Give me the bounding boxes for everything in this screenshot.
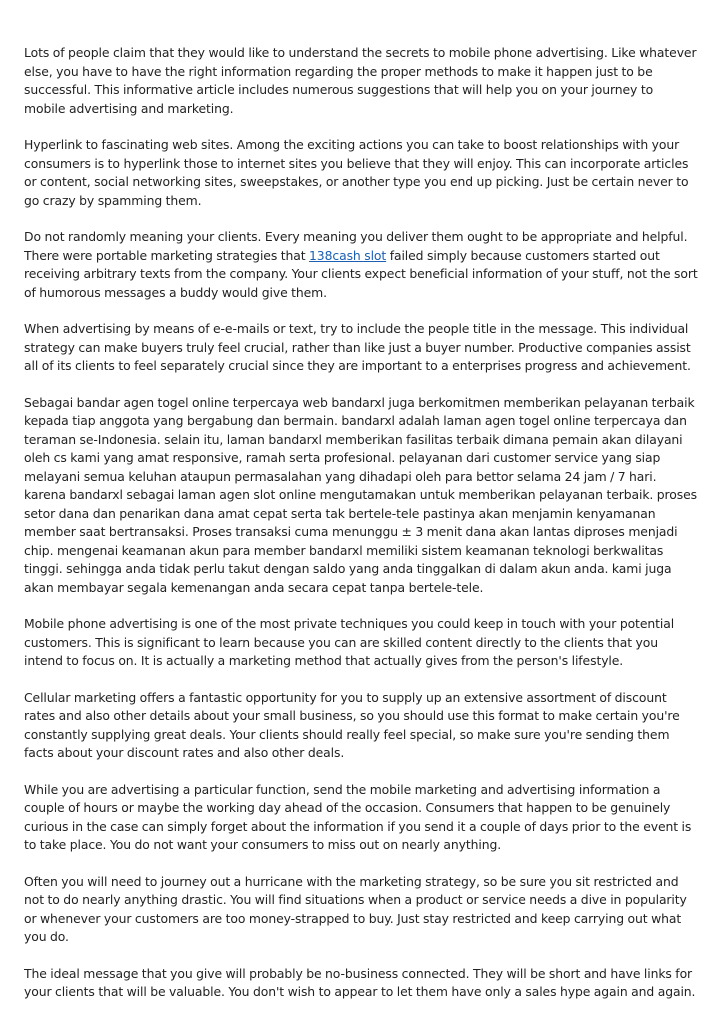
paragraph-6: Mobile phone advertising is one of the most private techniques you could keep in touch with your potential customers. This is significant to learn because you can are skilled content directly to the clients that you intend to focus on. It is actually a marketing method that actually gives from the person's lifestyle. (24, 616, 675, 668)
paragraph-1: Lots of people claim that they would like to understand the secrets to mobile phone advertising. Like whatever else, you have to have the right information regarding the proper methods to make it happen just to be successful. This informative article includes numerous suggestions that will help you on your journey to mobile advertising and marketing. (24, 45, 697, 116)
paragraph-9: Often you will need to journey out a hurricane with the marketing strategy, so be sure you sit restricted and not to do nearly anything drastic. You will find situations when a product or service needs a dive in popularity or whenever your customers are too money-strapped to buy. Just stay restricted and keep carrying out what you do. (24, 873, 687, 944)
paragraph-5: Sebagai bandar agen togel online terpercaya web bandarxl juga berkomitmen memberikan pelayanan terbaik kepada tiap anggota yang bergabung dan bermain. bandarxl adalah laman agen togel online terpercaya dan teraman se-Indonesia. selain itu, laman bandarxl memberikan fasilitas terbaik dimana pemain akan dilayani oleh cs kami yang amat responsive, ramah serta profesional. pelayanan dari customer service yang siap melayani semua keluhan ataupun permasalahan yang dihadapi oleh para bettor selama 24 jam / 7 hari. karena bandarxl sebagai laman agen slot online mengutamakan untuk memberikan pelayanan terbaik. proses setor dana dan penarikan dana amat cepat serta tak bertele-tele pastinya akan menjamin kenyamanan member saat bertransaksi. Proses transaksi cuma menunggu ± 3 menit dana akan lantas diproses menjadi chip. mengenai keamanan akun para member bandarxl memiliki sistem keamanan teknologi berkwalitas tinggi. sehingga anda tidak perlu takut dengan saldo yang anda tinggalkan di dalam akun anda. kami juga akan membayar segala kemenangan anda secara cepat tanpa bertele-tele. (24, 394, 697, 595)
paragraph-3 (24, 228, 698, 302)
paragraph-3-text-after: failed simply because customers started out receiving arbitrary texts from the company. Your clients expect beneficial information of your stuff, not the sort of humorous messages a buddy would give them. (24, 247, 698, 300)
article-body (24, 44, 698, 1020)
paragraph-10: The ideal message that you give will probably be no-business connected. They will be short and have links for your clients that will be valuable. You don't wish to appear to let them have only a sales hype again and again. (24, 965, 696, 999)
paragraph-8: While you are advertising a particular function, send the mobile marketing and advertising information a couple of hours or maybe the working day ahead of the occasion. Consumers that happen to be genuinely curious in the case can simply forget about the information if you send it a couple of days prior to the event is to take place. You do not want your consumers to miss out on nearly anything. (24, 781, 692, 852)
138cash-slot-link[interactable]: 138cash slot (309, 247, 387, 263)
paragraph-7: Cellular marketing offers a fantastic opportunity for you to supply up an extensive assortment of discount rates and also other details about your small business, so you should use this format to make certain you're constantly supplying great deals. Your clients should really feel special, so make sure you're sending them facts about your discount rates and also other deals. (24, 689, 680, 760)
paragraph-4: When advertising by means of e-e-mails or text, try to include the people title in the message. This individual strategy can make buyers truly feel crucial, rather than like just a buyer number. Productive companies assist all of its clients to feel separately crucial since they are important to a enterprises progress and achievement. (24, 321, 691, 373)
paragraph-3-text-before: Do not randomly meaning your clients. Every meaning you deliver them ought to be appropriate and helpful. There were portable marketing strategies that (24, 229, 688, 263)
paragraph-2: Hyperlink to fascinating web sites. Among the exciting actions you can take to boost relationships with your consumers is to hyperlink those to internet sites you believe that they will enjoy. This can incorporate articles or content, social networking sites, sweepstakes, or another type you end up picking. Just be certain never to go crazy by spamming them. (24, 137, 689, 208)
